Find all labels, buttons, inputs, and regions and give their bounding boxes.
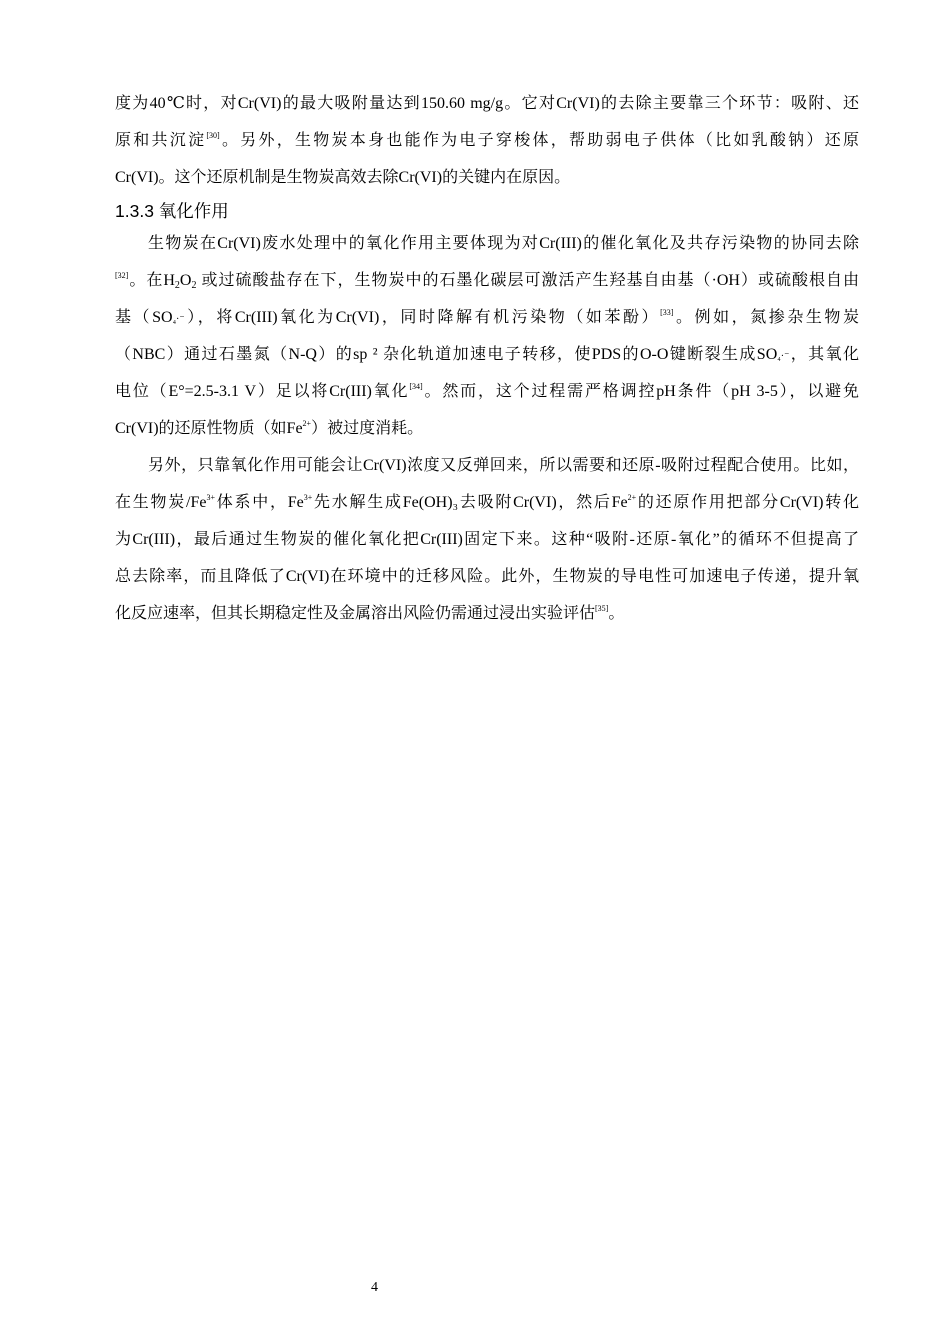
text-run: 体系中，Fe [214,494,304,511]
text-line [115,163,859,200]
subscript: 2 [174,280,180,291]
subscript: 2 [191,280,197,291]
superscript: 3+ [303,493,313,502]
text-run: 的还原作用把部分Cr(VI)转化 [636,494,859,511]
text-run: 基（SO [115,309,173,326]
radical-symbol: ₄·⁻ [172,314,185,325]
text-line [115,414,859,451]
text-run: 。 [608,605,625,622]
section-heading: 1.3.3 氧化作用 [115,201,229,221]
citation-ref: [34] [409,382,423,391]
superscript: 2+ [627,493,637,502]
text-line [115,126,859,163]
text-run: 。另外，生物炭本身也能作为电子穿梭体，帮助弱电子供体（比如乳酸钠）还原 [219,132,859,149]
text-run: ）被过度消耗。 [311,420,424,437]
text-run: 生物炭在Cr(VI)废水处理中的氧化作用主要体现为对Cr(III)的催化氧化及共存污染物的协同去除 [148,235,859,252]
text-run: 。例如，氮掺杂生物炭 [673,309,859,326]
text-line [115,377,859,414]
text-line [115,229,859,266]
citation-ref: [32] [115,271,129,280]
page-body [115,89,859,636]
text-line [115,266,859,303]
text-run: Cr(VI)。这个还原机制是生物炭高效去除Cr(VI)的关键内在原因。 [115,169,571,186]
text-run: 化反应速率，但其长期稳定性及金属溶出风险仍需通过浸出实验评估 [115,605,596,622]
oxidation-paragraph-1 [115,229,859,451]
oxidation-paragraph-2 [115,451,859,636]
text-line [115,89,859,126]
text-run: 原和共沉淀 [115,132,207,149]
text-run: Cr(VI)的还原性物质（如Fe [115,420,303,437]
text-run: 。在H [128,272,175,289]
text-run: ，其氧化 [789,346,859,363]
text-line [115,303,859,340]
text-run: O [179,272,192,289]
text-run: 在生物炭/Fe [115,494,207,511]
text-run: 总去除率，而且降低了Cr(VI)在环境中的迁移风险。此外，生物炭的导电性可加速电子传递，提升氧 [115,568,859,585]
page-number: 4 [371,1280,378,1295]
text-line [115,488,859,525]
text-run: 另外，只靠氧化作用可能会让Cr(VI)浓度又反弹回来，所以需要和还原-吸附过程配合使用。比如， [148,457,859,474]
text-line [115,525,859,562]
text-run: 先水解生成Fe(OH)₃去吸附Cr(VI)，然后Fe [312,494,628,511]
superscript: 3+ [206,493,215,502]
text-line [115,562,859,599]
radical-symbol: ₄·⁻ [777,351,790,362]
text-run: 或过硫酸盐存在下，生物炭中的石墨化碳层可激活产生羟基自由基（·OH）或硫酸根自由 [196,272,859,289]
text-run: 电位（E°=2.5-3.1 V）足以将Cr(III)氧化 [115,383,410,400]
text-run: ），将Cr(III)氧化为Cr(VI)，同时降解有机污染物（如苯酚） [184,309,661,326]
text-line [115,599,859,636]
text-line [115,451,859,488]
superscript: 2+ [302,419,312,428]
citation-ref: [33] [660,308,674,317]
text-run: （NBC）通过石墨氮（N-Q）的sp ² 杂化轨道加速电子转移，使PDS的O-O键断裂生成SO [115,346,778,363]
text-line [115,340,859,377]
text-run: 。然而，这个过程需严格调控pH条件（pH 3-5），以避免 [422,383,859,400]
citation-ref: [30] [206,131,220,140]
intro-paragraph [115,89,859,200]
text-run: 度为40℃时，对Cr(VI)的最大吸附量达到150.60 mg/g。它对Cr(VI)的去除主要靠三个环节：吸附、还 [115,95,859,112]
citation-ref: [35] [595,604,609,613]
text-run: 为Cr(III)，最后通过生物炭的催化氧化把Cr(III)固定下来。这种“吸附-还原-氧化”的循环不但提高了 [115,531,859,548]
